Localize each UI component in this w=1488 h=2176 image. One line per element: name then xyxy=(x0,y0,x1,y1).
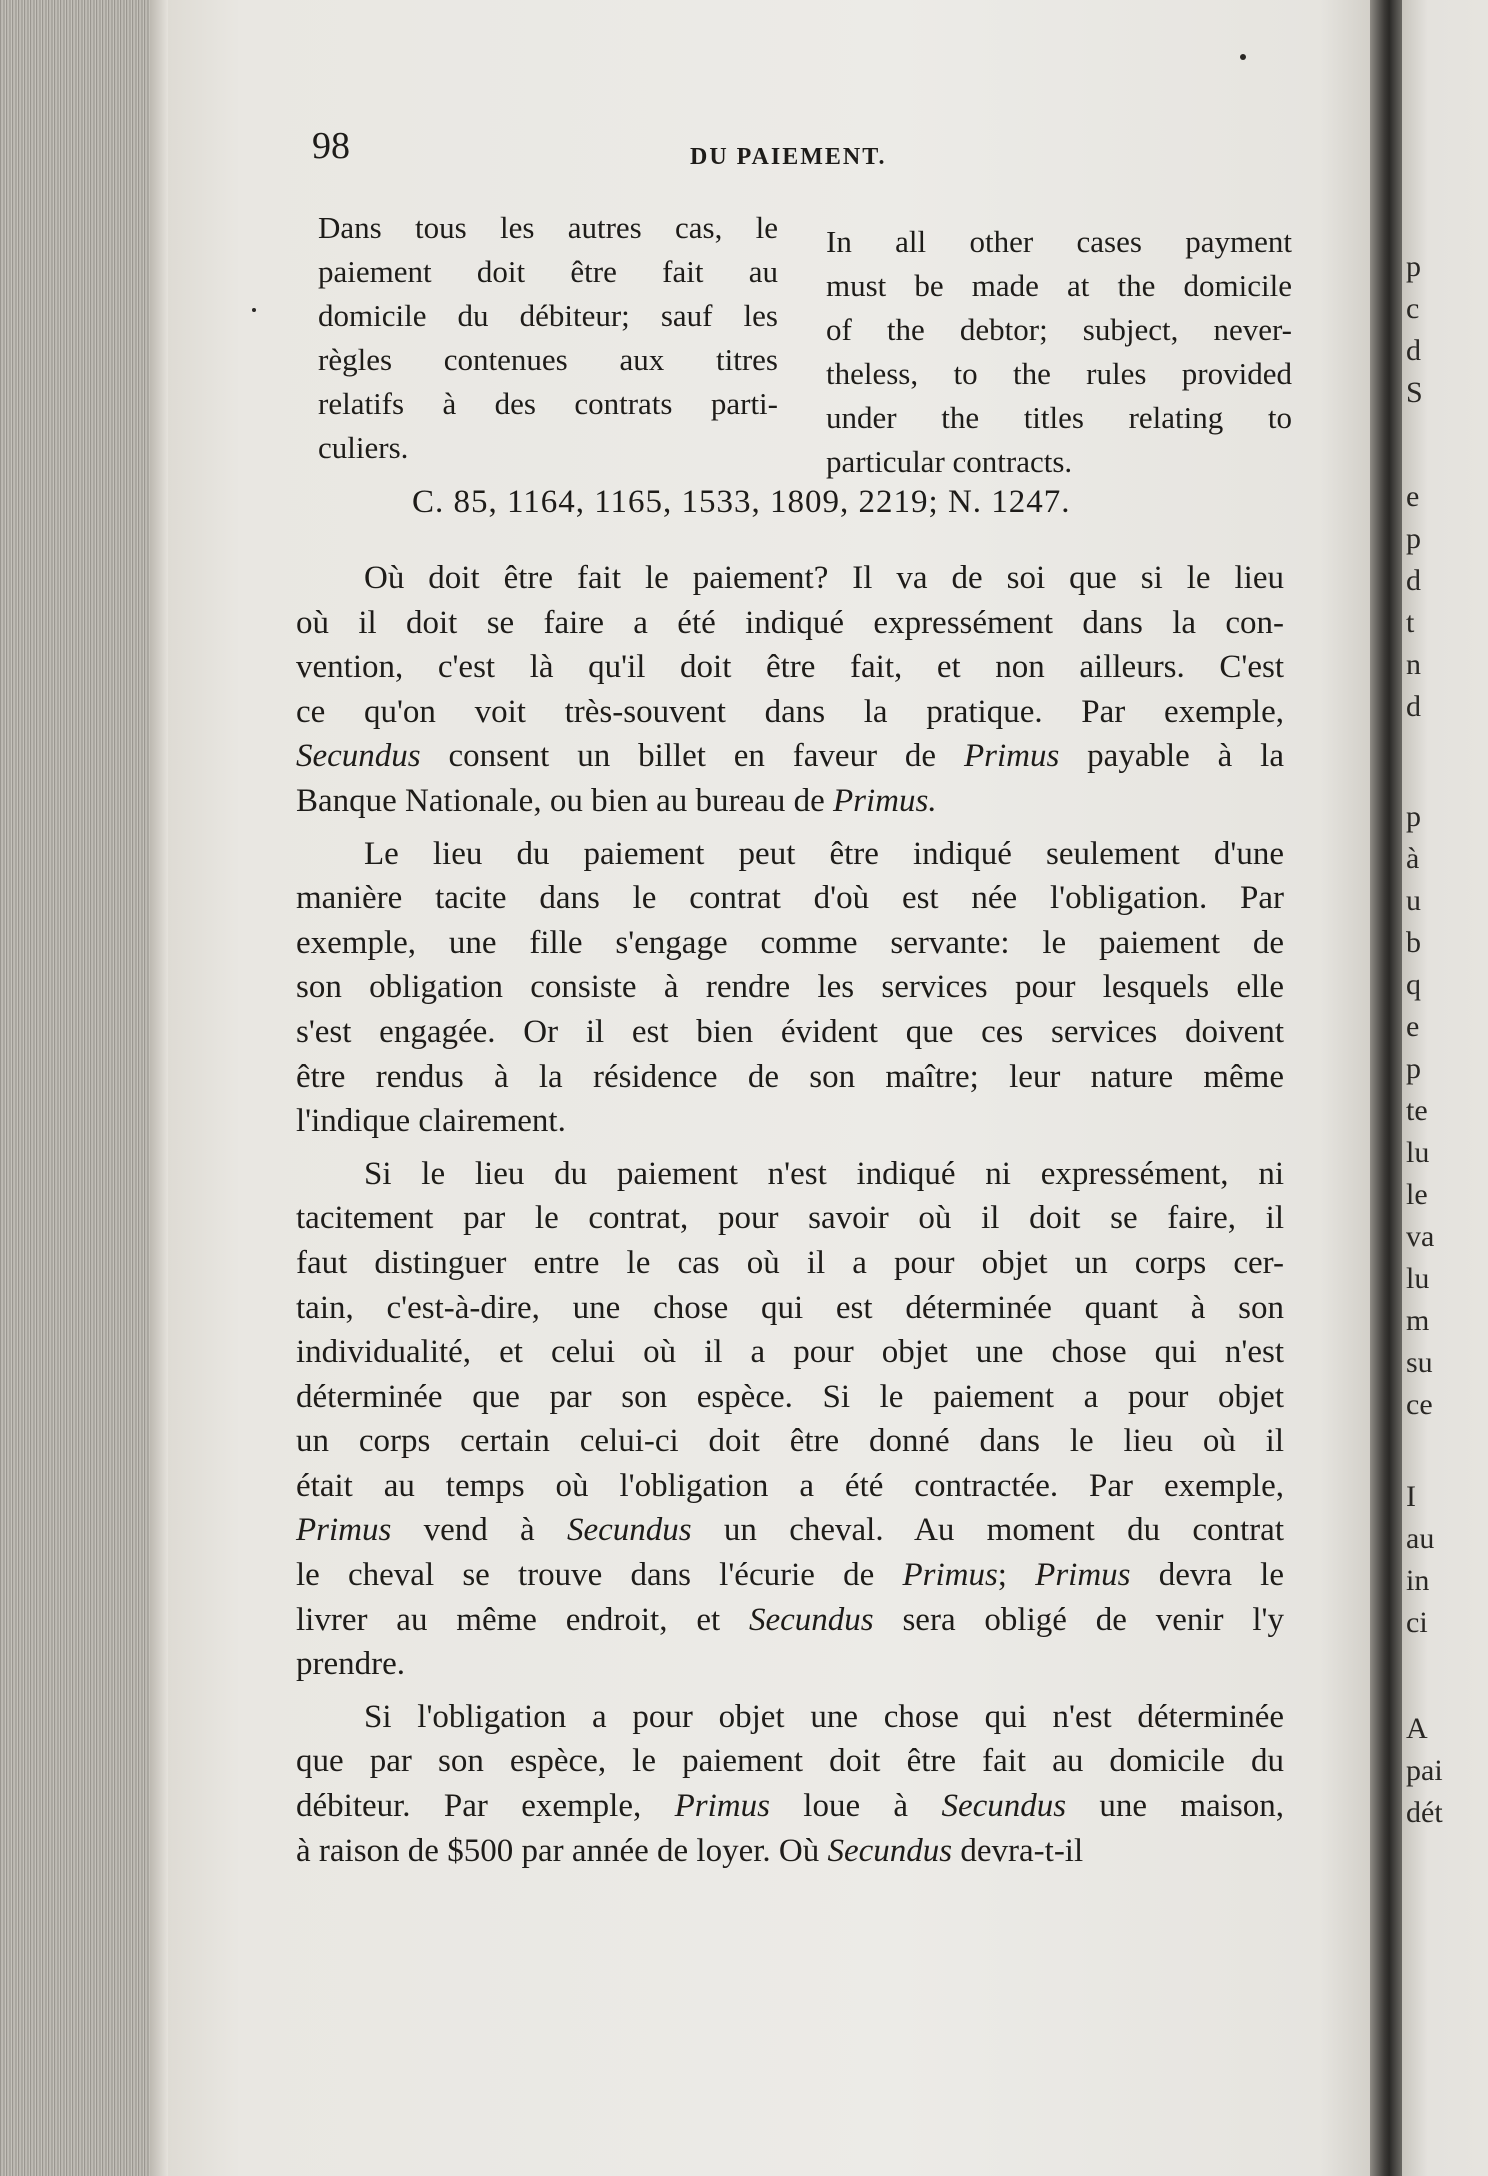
facing-page xyxy=(1402,0,1488,2176)
facing-page-fragment: d xyxy=(1406,564,1421,597)
facing-page-fragment: à xyxy=(1406,842,1420,875)
facing-page-fragment: le xyxy=(1406,1178,1428,1211)
commentary-line: le cheval se trouve dans l'écurie de Primus; Primus devra le xyxy=(296,1557,1284,1594)
commentary-line: un corps certain celui-ci doit être donné dans le lieu où il xyxy=(296,1423,1284,1460)
commentary-line: Banque Nationale, ou bien au bureau de Primus. xyxy=(296,782,937,819)
commentary-line: tacitement par le contrat, pour savoir où il doit se faire, il xyxy=(296,1200,1284,1237)
facing-page-fragment: lu xyxy=(1406,1136,1430,1169)
facing-page-fragment: au xyxy=(1406,1522,1435,1555)
commentary-paragraph xyxy=(296,556,1284,824)
french-line: règles contenues aux titres xyxy=(318,342,778,377)
facing-page-fragment: ce xyxy=(1406,1388,1433,1421)
commentary-line: débiteur. Par exemple, Primus loue à Secundus une maison, xyxy=(296,1788,1284,1825)
commentary-line: Si l'obligation a pour objet une chose qui n'est déterminée xyxy=(364,1698,1284,1735)
facing-page-fragment: p xyxy=(1406,250,1421,283)
commentary-line: l'indique clairement. xyxy=(296,1103,566,1140)
french-line: Dans tous les autres cas, le xyxy=(318,210,778,245)
book-edge xyxy=(0,0,150,2176)
facing-page-fragment: dét xyxy=(1406,1796,1443,1829)
commentary-line: Primus vend à Secundus un cheval. Au moment du contrat xyxy=(296,1512,1284,1549)
french-line: domicile du débiteur; sauf les xyxy=(318,298,778,333)
facing-page-fragment: va xyxy=(1406,1220,1435,1253)
french-line: culiers. xyxy=(318,430,409,465)
commentary-line: était au temps où l'obligation a été contractée. Par exemple, xyxy=(296,1467,1284,1504)
facing-page-fragment: d xyxy=(1406,690,1421,723)
commentary-line: à raison de $500 par année de loyer. Où Secundus devra-t-il xyxy=(296,1832,1084,1869)
facing-page-fragment: p xyxy=(1406,522,1421,555)
facing-page-fragment: A xyxy=(1406,1712,1428,1745)
ink-speck xyxy=(1240,54,1246,60)
commentary-paragraph xyxy=(296,1152,1284,1687)
commentary-line: ce qu'on voit très-souvent dans la pratique. Par exemple, xyxy=(296,693,1284,730)
article-citation: C. 85, 1164, 1165, 1533, 1809, 2219; N. 1247. xyxy=(412,484,1071,520)
facing-page-fragment: pai xyxy=(1406,1754,1443,1787)
french-line: paiement doit être fait au xyxy=(318,254,778,289)
english-line: must be made at the domicile xyxy=(826,268,1292,303)
facing-page-fragment: ci xyxy=(1406,1606,1428,1639)
english-line: particular contracts. xyxy=(826,444,1073,479)
facing-page-fragment: t xyxy=(1406,606,1415,639)
book-gutter xyxy=(1370,0,1402,2176)
english-line: of the debtor; subject, never- xyxy=(826,312,1292,347)
english-line: under the titles relating to xyxy=(826,400,1292,435)
commentary-line: tain, c'est-à-dire, une chose qui est déterminée quant à son xyxy=(296,1289,1284,1326)
facing-page-fragment: su xyxy=(1406,1346,1433,1379)
facing-page-fragment: te xyxy=(1406,1094,1428,1127)
commentary-line: déterminée que par son espèce. Si le paiement a pour objet xyxy=(296,1378,1284,1415)
commentary-body xyxy=(296,556,1284,1881)
running-head: DU PAIEMENT. xyxy=(690,144,887,170)
facing-page-fragment: lu xyxy=(1406,1262,1430,1295)
commentary-line: que par son espèce, le paiement doit être fait au domicile du xyxy=(296,1743,1284,1780)
commentary-line: faut distinguer entre le cas où il a pour objet un corps cer- xyxy=(296,1244,1284,1281)
commentary-line: exemple, une fille s'engage comme servante: le paiement de xyxy=(296,924,1284,961)
commentary-line: individualité, et celui où il a pour objet une chose qui n'est xyxy=(296,1334,1284,1371)
facing-page-fragment: e xyxy=(1406,1010,1420,1043)
commentary-line: où il doit se faire a été indiqué expressément dans la con- xyxy=(296,604,1284,641)
facing-page-fragment: q xyxy=(1406,968,1421,1001)
facing-page-fragment: b xyxy=(1406,926,1421,959)
facing-page-fragment: c xyxy=(1406,292,1420,325)
facing-page-fragment: in xyxy=(1406,1564,1430,1597)
ink-speck xyxy=(252,308,256,312)
page-number: 98 xyxy=(312,125,350,167)
french-line: relatifs à des contrats parti- xyxy=(318,386,778,421)
commentary-line: son obligation consiste à rendre les services pour lesquels elle xyxy=(296,969,1284,1006)
commentary-line: Secundus consent un billet en faveur de Primus payable à la xyxy=(296,738,1284,775)
commentary-line: manière tacite dans le contrat d'où est née l'obligation. Par xyxy=(296,880,1284,917)
facing-page-fragment: n xyxy=(1406,648,1421,681)
commentary-line: Le lieu du paiement peut être indiqué seulement d'une xyxy=(364,835,1284,872)
facing-page-fragment: m xyxy=(1406,1304,1430,1337)
english-line: theless, to the rules provided xyxy=(826,356,1292,391)
commentary-line: prendre. xyxy=(296,1646,406,1683)
commentary-line: Où doit être fait le paiement? Il va de soi que si le lieu xyxy=(364,560,1284,596)
facing-page-fragment: u xyxy=(1406,884,1421,917)
facing-page-fragment: I xyxy=(1406,1480,1416,1513)
commentary-line: livrer au même endroit, et Secundus sera obligé de venir l'y xyxy=(296,1601,1284,1638)
facing-page-fragment: d xyxy=(1406,334,1421,367)
commentary-paragraph xyxy=(296,832,1284,1144)
commentary-line: s'est engagée. Or il est bien évident que ces services doivent xyxy=(296,1013,1284,1050)
commentary-paragraph xyxy=(296,1695,1284,1873)
facing-page-fragment: p xyxy=(1406,1052,1421,1085)
facing-page-fragment: p xyxy=(1406,800,1421,833)
facing-page-fragment: S xyxy=(1406,376,1423,409)
commentary-line: vention, c'est là qu'il doit être fait, et non ailleurs. C'est xyxy=(296,649,1284,686)
english-line: In all other cases payment xyxy=(826,224,1292,259)
commentary-line: Si le lieu du paiement n'est indiqué ni expressément, ni xyxy=(364,1155,1284,1192)
article-english-column xyxy=(826,220,1292,484)
facing-page-fragment: e xyxy=(1406,480,1420,513)
article-french-column xyxy=(318,206,778,470)
commentary-line: être rendus à la résidence de son maître; leur nature même xyxy=(296,1058,1284,1095)
